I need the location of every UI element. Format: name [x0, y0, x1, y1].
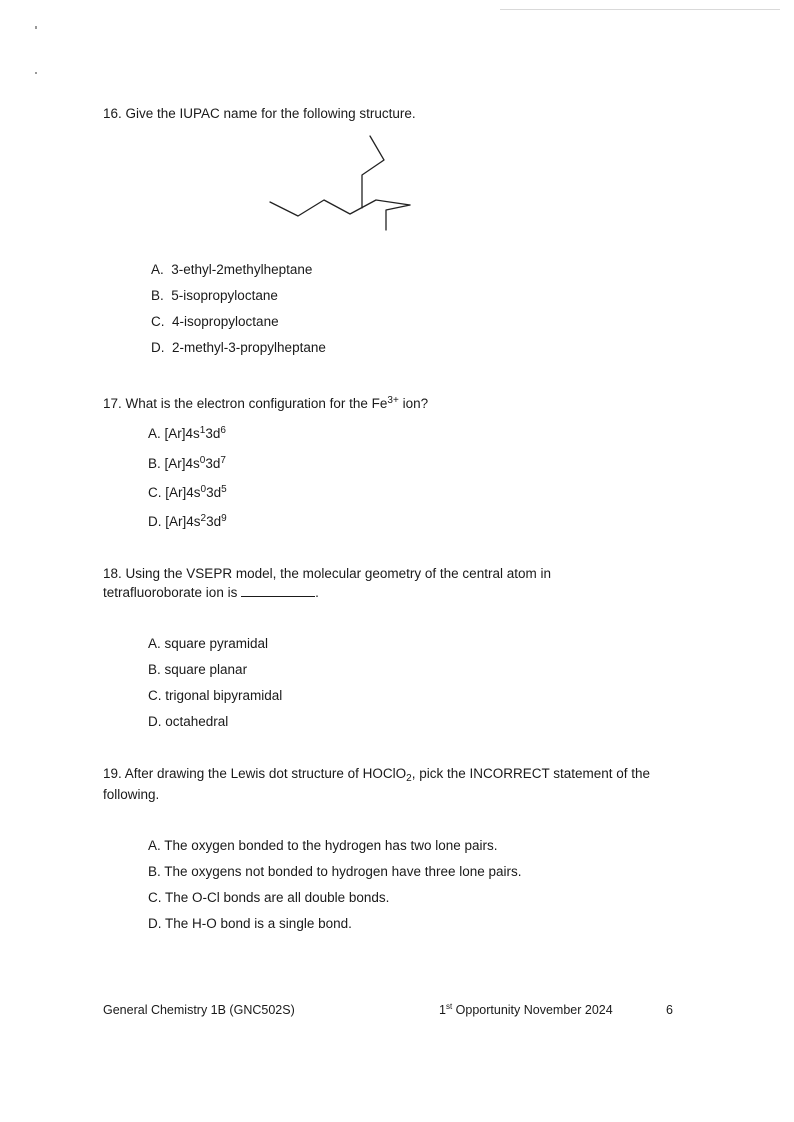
propyl-branch-bonds — [362, 136, 384, 208]
footer-page-number: 6 — [666, 1003, 673, 1017]
answer-blank — [241, 584, 315, 597]
isopropyl-bonds — [386, 205, 410, 230]
q17-option-a[interactable]: A. $[Ar]4s^13d^6$ — [148, 425, 226, 441]
q18-option-a[interactable]: A. square pyramidal — [148, 636, 269, 651]
q18-option-c[interactable]: C. trigonal bipyramidal — [148, 688, 283, 703]
q16-option-d[interactable]: D. 2-methyl-3-propylheptane — [151, 340, 326, 355]
q16-option-b[interactable]: B. 5-isopropyloctane — [151, 288, 278, 303]
q18-option-b[interactable]: B. square planar — [148, 662, 248, 677]
question-18-stem-line1: 18. Using the VSEPR model, the molecular geometry of the central atom in — [103, 566, 551, 581]
question-19-stem-line2: following. — [103, 787, 160, 802]
footer-course: General Chemistry 1B (GNC502S) — [103, 1003, 295, 1017]
main-chain-bonds — [270, 200, 410, 216]
q19-option-a[interactable]: A. The oxygen bonded to the hydrogen has two lone pairs. — [148, 838, 498, 853]
q17-option-c[interactable]: C. $[Ar]4s^03d^5$ — [148, 484, 227, 500]
question-18-stem-line2: tetrafluoroborate ion is . — [103, 585, 319, 600]
q19-option-c[interactable]: C. The O-Cl bonds are all double bonds. — [148, 890, 390, 905]
q16-option-c[interactable]: C. 4-isopropyloctane — [151, 314, 279, 329]
question-19-stem-line1: 19. After drawing the Lewis dot structure of HOClO$_2$, pick the INCORRECT statement of the — [103, 766, 651, 784]
q17-option-d[interactable]: D. $[Ar]4s^23d^9$ — [148, 513, 227, 529]
scan-speck — [35, 72, 37, 74]
scan-speck — [35, 26, 37, 29]
scan-edge-line — [500, 9, 780, 10]
question-17-stem: 17. What is the electron configuration for the $Fe^{3+}$ ion? — [103, 395, 429, 411]
q18-option-d[interactable]: D. octahedral — [148, 714, 229, 729]
skeletal-structure-diagram — [262, 130, 422, 248]
q16-option-a[interactable]: A. 3-ethyl-2methylheptane — [151, 262, 313, 277]
q17-option-b[interactable]: B. $[Ar]4s^03d^7$ — [148, 455, 226, 471]
q19-option-b[interactable]: B. The oxygens not bonded to hydrogen have three lone pairs. — [148, 864, 522, 879]
question-16-stem: 16. Give the IUPAC name for the following structure. — [103, 106, 416, 121]
q19-option-d[interactable]: D. The H-O bond is a single bond. — [148, 916, 352, 931]
footer-opportunity: 1st Opportunity November 2024 — [439, 1002, 613, 1017]
